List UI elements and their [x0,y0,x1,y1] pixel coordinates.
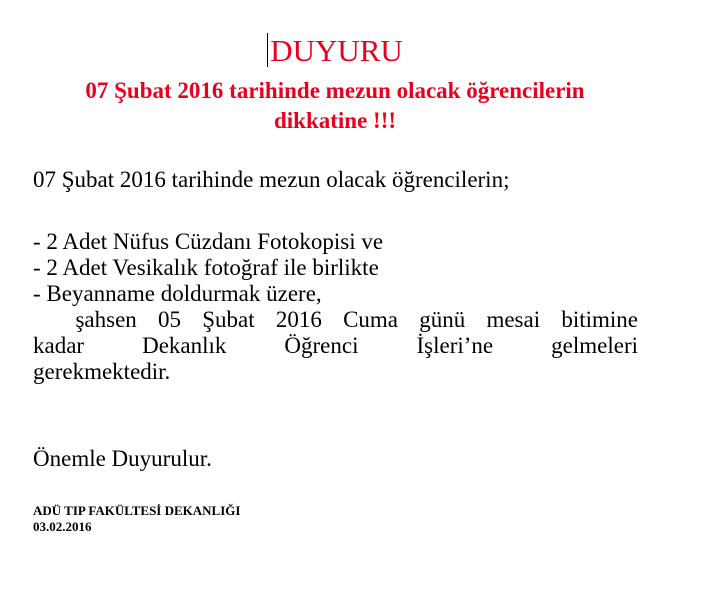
signature-block [33,503,240,535]
subtitle-line-1: 07 Şubat 2016 tarihinde mezun olacak öğrencilerin [85,78,585,103]
announcement-date: 03.02.2016 [33,519,92,534]
requirements-list [33,229,638,385]
organization-name: ADÜ TIP FAKÜLTESİ DEKANLIĞI [33,503,241,518]
intro-text: 07 Şubat 2016 tarihinde mezun olacak öğrencilerin; [33,167,510,192]
subtitle-line-2: dikkatine !!! [273,108,397,133]
requirement-item-2: - 2 Adet Vesikalık fotoğraf ile birlikte [33,255,379,280]
paragraph-line-1: şahsen 05 Şubat 2016 Cuma günü mesai bitimine [75,307,638,332]
announcement-subtitle [0,76,670,136]
text-cursor [267,33,268,67]
requirement-item-1: - 2 Adet Nüfus Cüzdanı Fotokopisi ve [33,229,384,254]
requirement-item-3: - Beyanname doldurmak üzere, [33,281,322,306]
paragraph-line-2: kadar Dekanlık Öğrenci İşleri’ne gelmeleri [33,333,638,358]
announcement-title: DUYURU [270,33,403,68]
closing-text: Önemle Duyurulur. [33,446,212,471]
announcement-title-row [0,33,670,69]
paragraph-line-3: gerekmektedir. [33,359,171,384]
